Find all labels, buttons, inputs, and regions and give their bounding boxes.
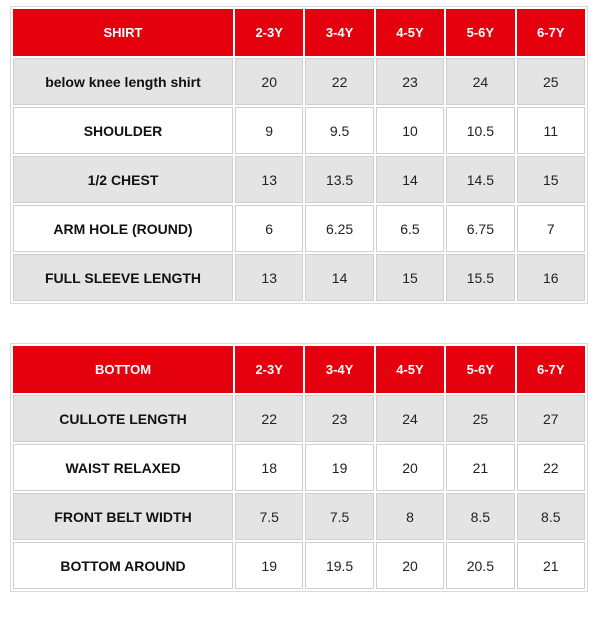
table-cell: 9	[235, 107, 303, 154]
table-cell: 7.5	[305, 493, 373, 540]
header-cell: 2-3Y	[235, 346, 303, 393]
header-cell: 3-4Y	[305, 346, 373, 393]
row-label: SHOULDER	[13, 107, 233, 154]
header-cell: 5-6Y	[446, 346, 514, 393]
header-cell: 5-6Y	[446, 9, 514, 56]
header-cell: 4-5Y	[376, 346, 444, 393]
table-cell: 20.5	[446, 542, 514, 589]
table-header-row	[13, 9, 585, 56]
table-header-row	[13, 346, 585, 393]
table-row	[13, 395, 585, 442]
row-label: WAIST RELAXED	[13, 444, 233, 491]
header-cell: 3-4Y	[305, 9, 373, 56]
table-row	[13, 493, 585, 540]
table-cell: 24	[376, 395, 444, 442]
table-cell: 15.5	[446, 254, 514, 301]
table-cell: 13	[235, 254, 303, 301]
table-cell: 14	[376, 156, 444, 203]
table-row	[13, 542, 585, 589]
table-cell: 15	[376, 254, 444, 301]
table-cell: 6	[235, 205, 303, 252]
table-cell: 20	[235, 58, 303, 105]
table-cell: 9.5	[305, 107, 373, 154]
row-label: below knee length shirt	[13, 58, 233, 105]
header-cell: 6-7Y	[517, 346, 585, 393]
table-cell: 11	[517, 107, 585, 154]
table-cell: 8	[376, 493, 444, 540]
table-cell: 19.5	[305, 542, 373, 589]
table-cell: 19	[235, 542, 303, 589]
table-cell: 27	[517, 395, 585, 442]
table-cell: 8.5	[446, 493, 514, 540]
header-cell: SHIRT	[13, 9, 233, 56]
row-label: ARM HOLE (ROUND)	[13, 205, 233, 252]
table-cell: 20	[376, 444, 444, 491]
table-row	[13, 205, 585, 252]
row-label: FRONT BELT WIDTH	[13, 493, 233, 540]
table-cell: 13	[235, 156, 303, 203]
row-label: 1/2 CHEST	[13, 156, 233, 203]
table-cell: 22	[305, 58, 373, 105]
table-cell: 7	[517, 205, 585, 252]
table-cell: 6.75	[446, 205, 514, 252]
header-cell: BOTTOM	[13, 346, 233, 393]
table-cell: 21	[446, 444, 514, 491]
table-cell: 25	[517, 58, 585, 105]
table-cell: 20	[376, 542, 444, 589]
table-cell: 25	[446, 395, 514, 442]
bottom-size-table	[10, 343, 588, 592]
table-cell: 24	[446, 58, 514, 105]
table-cell: 8.5	[517, 493, 585, 540]
table-row	[13, 58, 585, 105]
table-cell: 16	[517, 254, 585, 301]
table-cell: 7.5	[235, 493, 303, 540]
table-cell: 19	[305, 444, 373, 491]
table-cell: 21	[517, 542, 585, 589]
table-cell: 10	[376, 107, 444, 154]
row-label: FULL SLEEVE LENGTH	[13, 254, 233, 301]
header-cell: 2-3Y	[235, 9, 303, 56]
table-cell: 10.5	[446, 107, 514, 154]
table-cell: 18	[235, 444, 303, 491]
row-label: BOTTOM AROUND	[13, 542, 233, 589]
table-cell: 22	[517, 444, 585, 491]
table-cell: 13.5	[305, 156, 373, 203]
shirt-size-table	[10, 6, 588, 304]
header-cell: 4-5Y	[376, 9, 444, 56]
table-cell: 23	[305, 395, 373, 442]
table-row	[13, 107, 585, 154]
header-cell: 6-7Y	[517, 9, 585, 56]
table-cell: 15	[517, 156, 585, 203]
table-cell: 22	[235, 395, 303, 442]
table-row	[13, 156, 585, 203]
table-cell: 6.25	[305, 205, 373, 252]
table-row	[13, 444, 585, 491]
table-cell: 23	[376, 58, 444, 105]
row-label: CULLOTE LENGTH	[13, 395, 233, 442]
table-row	[13, 254, 585, 301]
table-cell: 6.5	[376, 205, 444, 252]
table-cell: 14.5	[446, 156, 514, 203]
table-cell: 14	[305, 254, 373, 301]
